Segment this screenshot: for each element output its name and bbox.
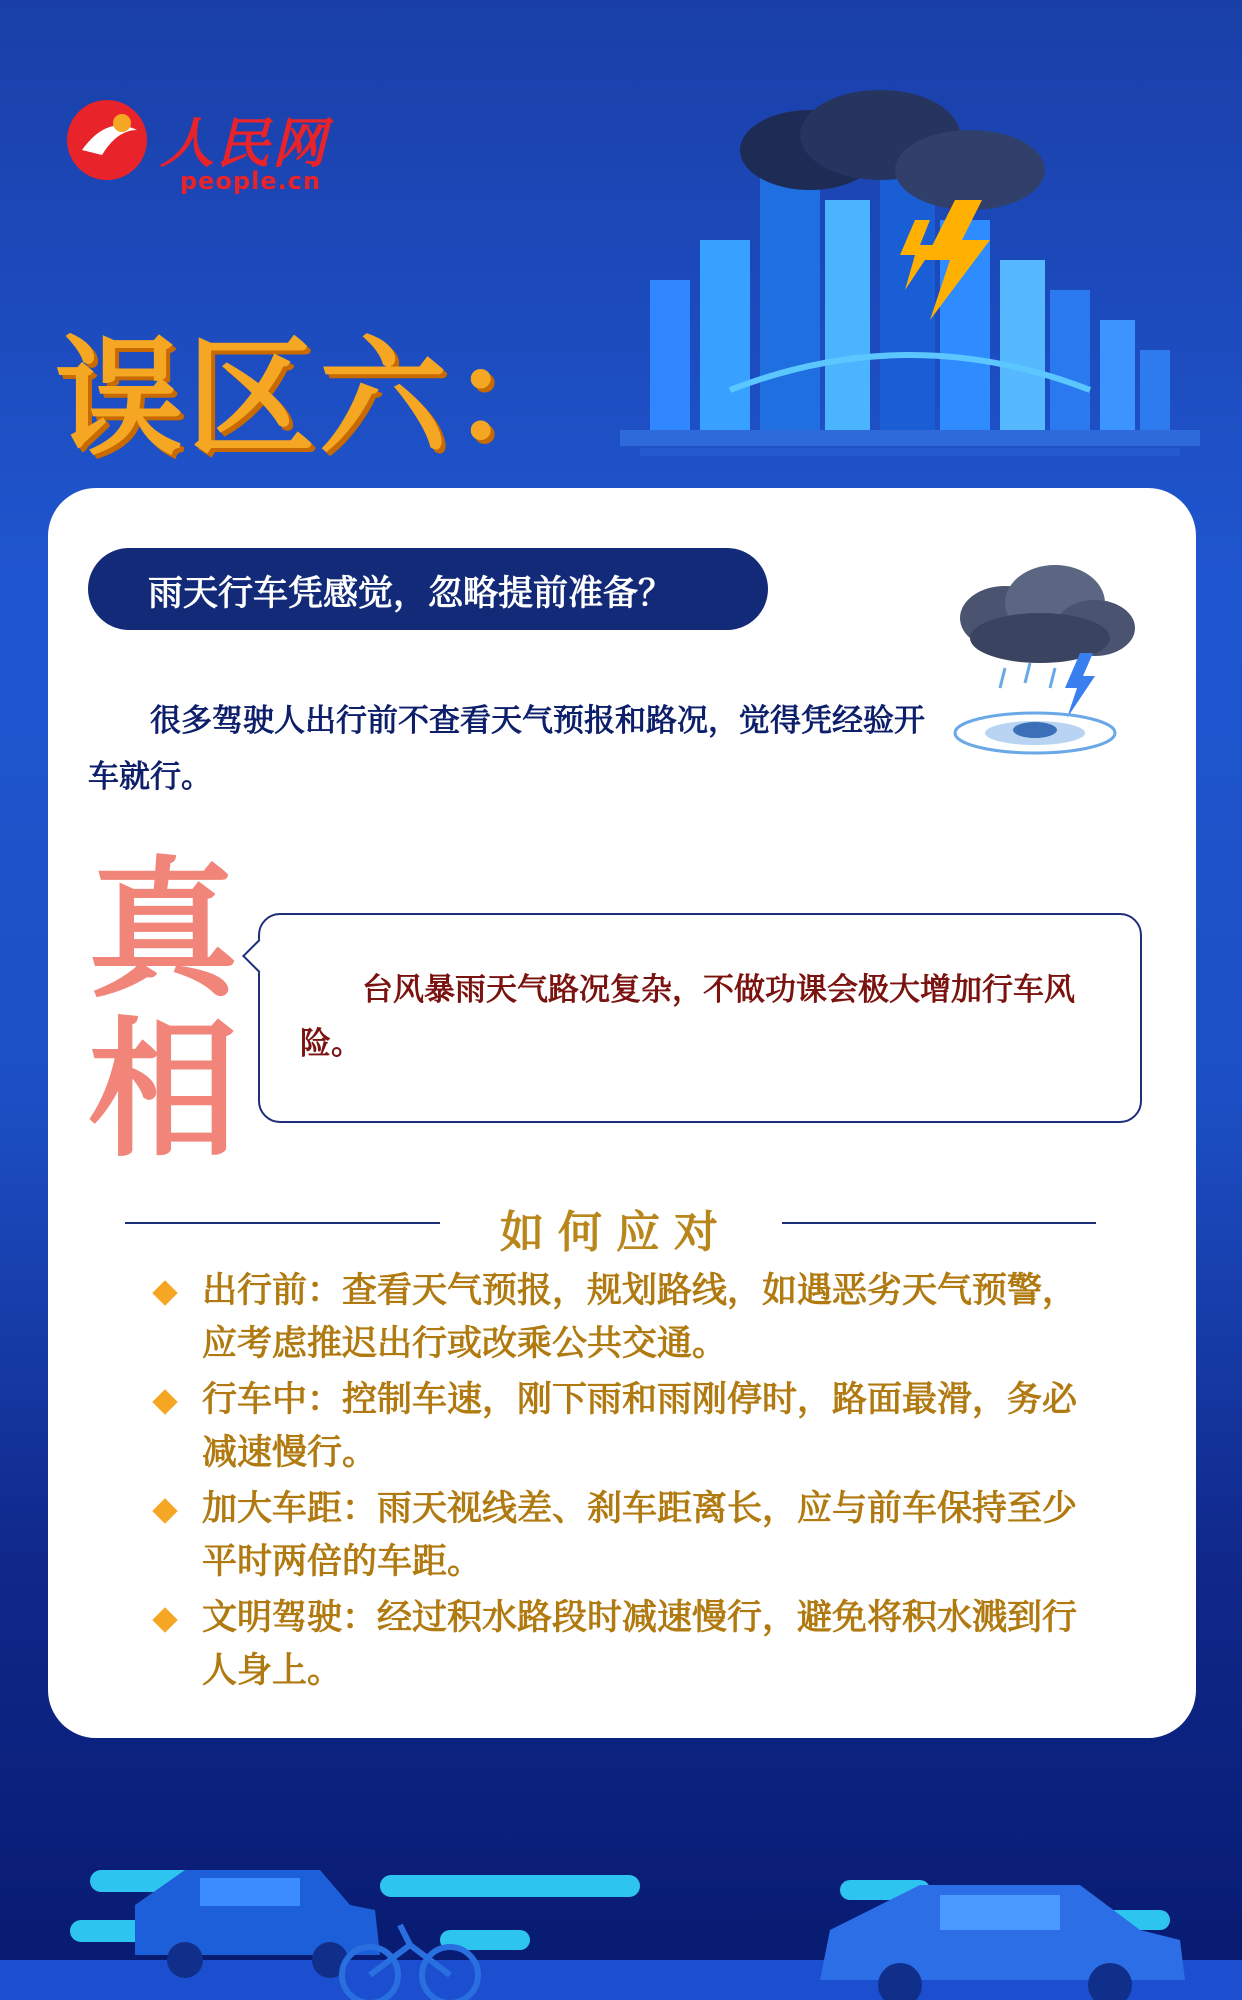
brand-domain: people.cn [180, 167, 322, 195]
diamond-bullet-icon [152, 1498, 177, 1523]
divider-left [125, 1222, 440, 1224]
tip-item [150, 1374, 1100, 1480]
truth-char-1: 真 [88, 842, 239, 1018]
people-logo [62, 95, 342, 205]
question-text: 雨天行车凭感觉，忽略提前准备？ [148, 574, 674, 614]
tip-text: 文明驾驶：经过积水路段时减速慢行，避免将积水溅到行人身上。 [202, 1598, 1078, 1691]
tip-text: 加大车距：雨天视线差、刹车距离长，应与前车保持至少平时两倍的车距。 [202, 1489, 1078, 1582]
truth-label [88, 842, 248, 1178]
tip-item [150, 1483, 1100, 1589]
diamond-bullet-icon [152, 1280, 177, 1305]
how-to-heading: 如何应对 [500, 1207, 732, 1258]
people-logo-icon [62, 95, 152, 185]
truth-text: 台风暴雨天气路况复杂，不做功课会极大增加行车风险。 [300, 972, 1075, 1062]
storm-cloud-icon [935, 558, 1145, 768]
divider-right [782, 1222, 1096, 1224]
page-title: 误区六： [55, 324, 584, 473]
tip-text: 出行前：查看天气预报，规划路线，如遇恶劣天气预警，应考虑推迟出行或改乘公共交通。 [202, 1271, 1078, 1364]
tip-text: 行车中：控制车速，刚下雨和雨刚停时，路面最滑，务必减速慢行。 [202, 1380, 1078, 1473]
diamond-bullet-icon [152, 1389, 177, 1414]
brand-name: 人民网 [160, 111, 328, 175]
truth-char-2: 相 [88, 1002, 239, 1178]
tips-list [150, 1265, 1100, 1701]
city-storm-illustration [610, 90, 1210, 480]
myth-paragraph: 很多驾驶人出行前不查看天气预报和路况，觉得凭经验开车就行。 [88, 703, 925, 795]
tip-item [150, 1265, 1100, 1371]
bottom-vehicles-illustration [0, 1850, 1242, 2000]
tip-item [150, 1592, 1100, 1698]
diamond-bullet-icon [152, 1607, 177, 1632]
